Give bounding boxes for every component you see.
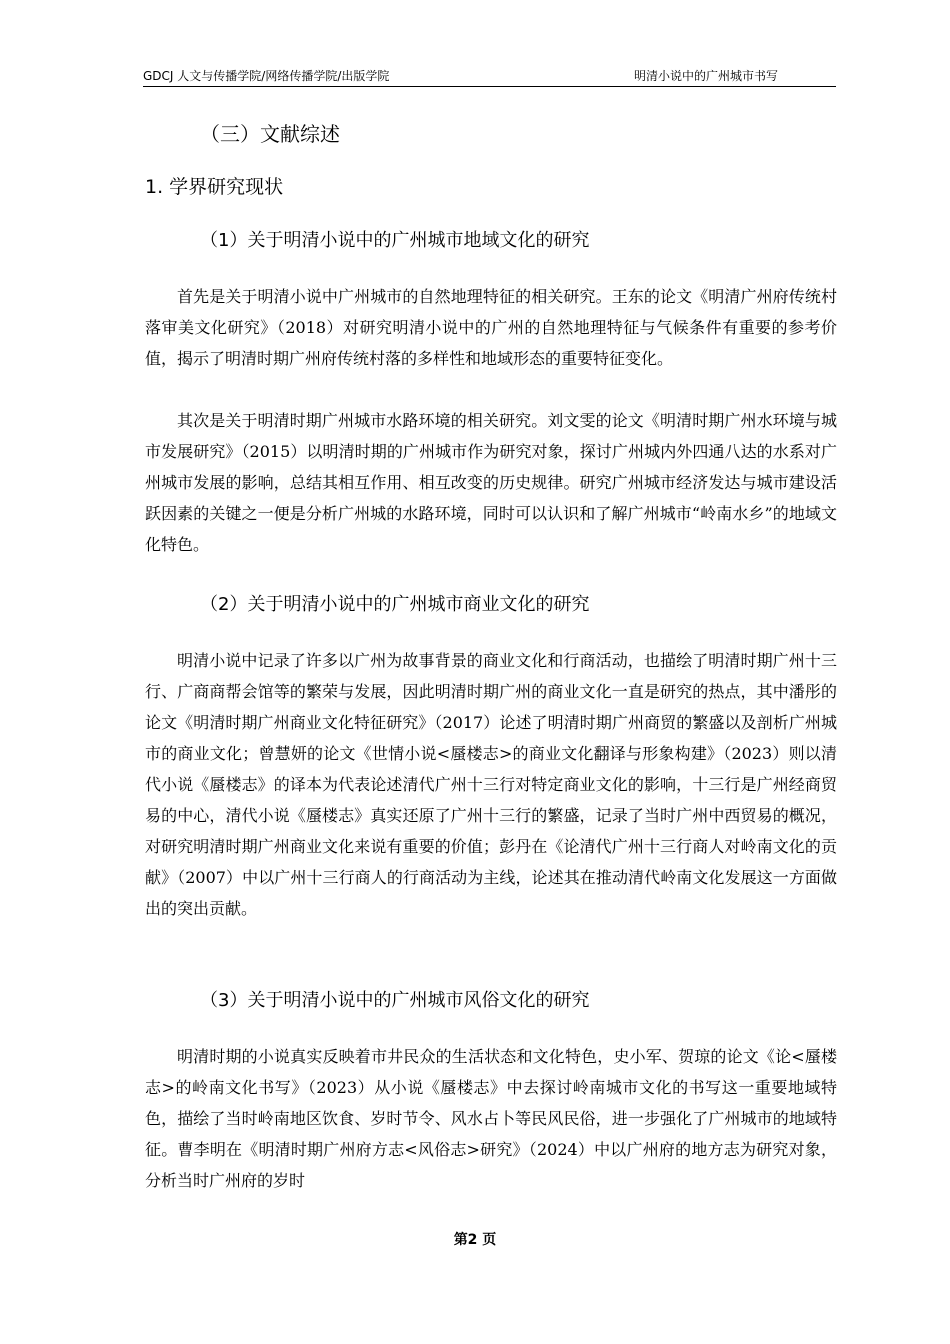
- paragraph-folk-culture: 明清时期的小说真实反映着市井民众的生活状态和文化特色，史小军、贺琼的论文《论<蜃楼志>的岭南文化书写》（2023）从小说《蜃楼志》中去探讨岭南城市文化的书写这一重要地域特色，描绘了当时岭南地区饮食、岁时节令、风水占卜等民风民俗，进一步强化了广州城市的地域特征。曹李明在《明清时期广州府方志<风俗志>研究》（2024）中以广州府的地方志为研究对象，分析当时广州府的岁时: [145, 1047, 837, 1190]
- paragraph-waterway-environment: 其次是关于明清时期广州城市水路环境的相关研究。刘文雯的论文《明清时期广州水环境与城市发展研究》（2015）以明清时期的广州城市作为研究对象，探讨广州城内外四通八达的水系对广州城市发展的影响，总结其相互作用、相互改变的历史规律。研究广州城市经济发达与城市建设活跃因素的关键之一便是分析广州城的水路环境，同时可以认识和了解广州城市“岭南水乡”的地域文化特色。: [145, 411, 837, 554]
- topic-heading-commercial-culture: （2）关于明清小说中的广州城市商业文化的研究: [200, 594, 590, 615]
- header-institution: GDCJ 人文与传播学院/网络传播学院/出版学院: [143, 69, 390, 83]
- paragraph-natural-geography: 首先是关于明清小说中广州城市的自然地理特征的相关研究。王东的论文《明清广州府传统村落审美文化研究》（2018）对研究明清小说中的广州的自然地理特征与气候条件有重要的参考价值，揭示了明清时期广州府传统村落的多样性和地域形态的重要特征变化。: [145, 287, 837, 368]
- subsection-title: 1. 学界研究现状: [145, 176, 284, 198]
- paragraph-commercial-culture: 明清小说中记录了许多以广州为故事背景的商业文化和行商活动，也描绘了明清时期广州十三行、广商商帮会馆等的繁荣与发展，因此明清时期广州的商业文化一直是研究的热点，其中潘彤的论文《明清时期广州商业文化特征研究》（2017）论述了明清时期广州商贸的繁盛以及剖析广州城市的商业文化；曾慧妍的论文《世情小说<蜃楼志>的商业文化翻译与形象构建》（2023）则以清代小说《蜃楼志》的译本为代表论述清代广州十三行对特定商业文化的影响，十三行是广州经商贸易的中心，清代小说《蜃楼志》真实还原了广州十三行的繁盛，记录了当时广州中西贸易的概况，对研究明清时期广州商业文化来说有重要的价值；彭丹在《论清代广州十三行商人对岭南文化的贡献》（2007）中以广州十三行商人的行商活动为主线，论述其在推动清代岭南文化发展这一方面做出的突出贡献。: [145, 651, 837, 918]
- topic-heading-folk-culture: （3）关于明清小说中的广州城市风俗文化的研究: [200, 990, 590, 1011]
- section-title: （三）文献综述: [200, 122, 340, 146]
- page-number: 第2 页: [453, 1232, 497, 1248]
- header-thesis-title: 明清小说中的广州城市书写: [633, 69, 778, 83]
- topic-heading-regional-culture: （1）关于明清小说中的广州城市地域文化的研究: [200, 230, 590, 251]
- page-header: [143, 64, 836, 87]
